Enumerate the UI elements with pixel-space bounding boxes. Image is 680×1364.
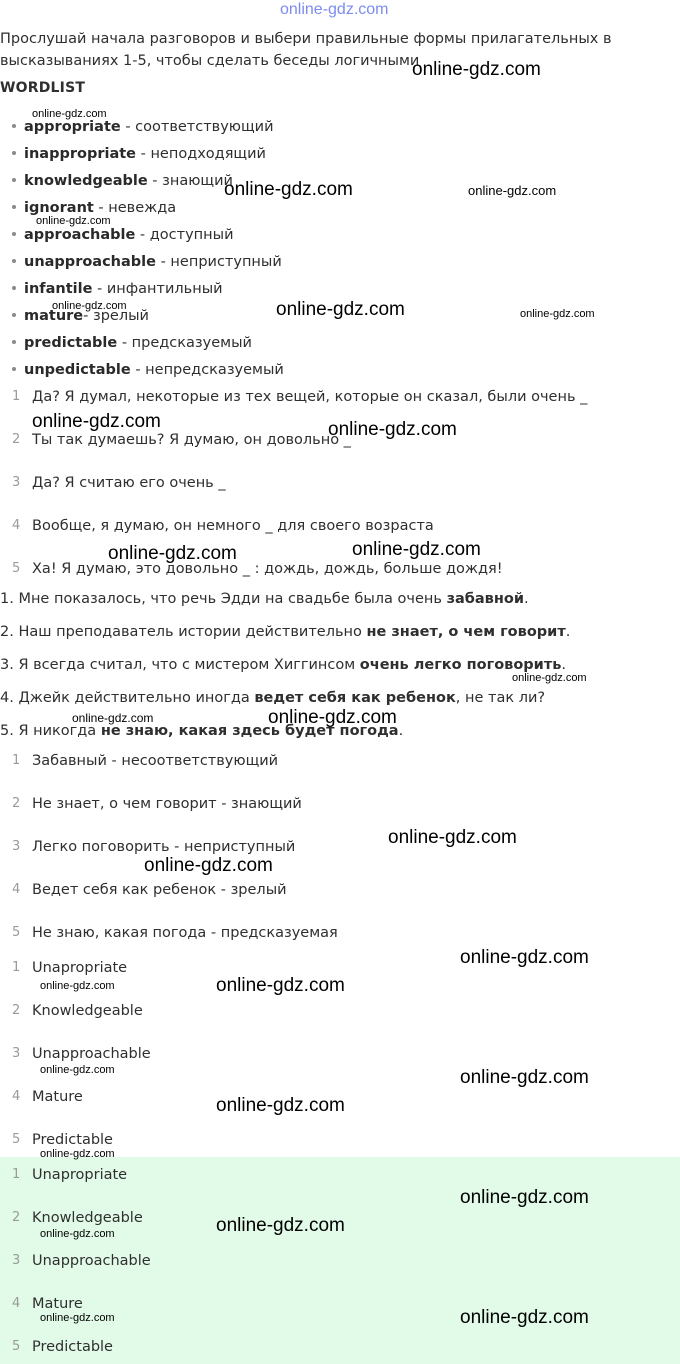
answer-sentence: 1. Мне показалось, что речь Эдди на свадьбе была очень забавной. [0,591,529,607]
watermark: online-gdz.com [276,299,405,320]
watermark: online-gdz.com [40,1312,115,1324]
watermark: online-gdz.com [144,855,273,876]
watermark: online-gdz.com [460,1187,589,1208]
bullet-icon [12,340,16,344]
watermark: online-gdz.com [352,539,481,560]
wordlist-item: appropriate - соответствующий [12,119,274,135]
watermark: online-gdz.com [72,711,154,725]
wordlist-item: mature- зрелый [12,308,149,324]
watermark: online-gdz.com [412,59,541,80]
watermark: online-gdz.com [40,1064,115,1076]
watermark: online-gdz.com [40,980,115,992]
wordlist-item: inappropriate - неподходящий [12,146,266,162]
answer-sentence: 4. Джейк действительно иногда ведет себя как ребенок, не так ли? [0,690,546,706]
watermark: online-gdz.com [52,300,127,312]
watermark: online-gdz.com [468,183,557,198]
wordlist-item: approachable - доступный [12,227,234,243]
watermark-header: online-gdz.com [280,1,389,18]
watermark: online-gdz.com [388,827,517,848]
bullet-icon [12,313,16,317]
bullet-icon [12,124,16,128]
watermark: online-gdz.com [460,947,589,968]
watermark: online-gdz.com [268,707,397,728]
bullet-icon [12,178,16,182]
watermark: online-gdz.com [40,1148,115,1160]
wordlist-heading: WORDLIST [0,80,86,96]
watermark: online-gdz.com [32,108,107,120]
watermark: online-gdz.com [328,419,457,440]
wordlist-item: knowledgeable - знающий [12,173,233,189]
bullet-icon [12,205,16,209]
watermark: online-gdz.com [36,215,111,227]
bullet-icon [12,259,16,263]
wordlist-item: unpedictable - непредсказуемый [12,362,284,378]
watermark: online-gdz.com [32,411,161,432]
watermark: online-gdz.com [216,975,345,996]
task-instruction: Прослушай начала разговоров и выбери правильные формы прилагательных в высказываниях 1-5, чтобы сделать беседы логичными [0,31,612,69]
bullet-icon [12,367,16,371]
watermark: online-gdz.com [512,672,587,684]
bullet-icon [12,151,16,155]
watermark: online-gdz.com [460,1067,589,1088]
bullet-icon [12,232,16,236]
answer-sentence: 2. Наш преподаватель истории действительно не знает, о чем говорит. [0,624,571,640]
watermark: online-gdz.com [40,1228,115,1240]
wordlist-item: ignorant - невежда [12,200,176,216]
wordlist-item: unapproachable - неприступный [12,254,282,270]
watermark: online-gdz.com [520,308,595,320]
answer-sentence: 3. Я всегда считал, что с мистером Хиггинсом очень легко поговорить. [0,657,567,673]
watermark: online-gdz.com [216,1095,345,1116]
watermark: online-gdz.com [224,179,353,200]
wordlist-item: predictable - предсказуемый [12,335,252,351]
watermark: online-gdz.com [460,1307,589,1328]
watermark: online-gdz.com [216,1215,345,1236]
answer-sentence: 5. Я никогда не знаю, какая здесь будет погода. [0,723,404,739]
wordlist-item: infantile - инфантильный [12,281,223,297]
watermark: online-gdz.com [108,543,237,564]
bullet-icon [12,286,16,290]
